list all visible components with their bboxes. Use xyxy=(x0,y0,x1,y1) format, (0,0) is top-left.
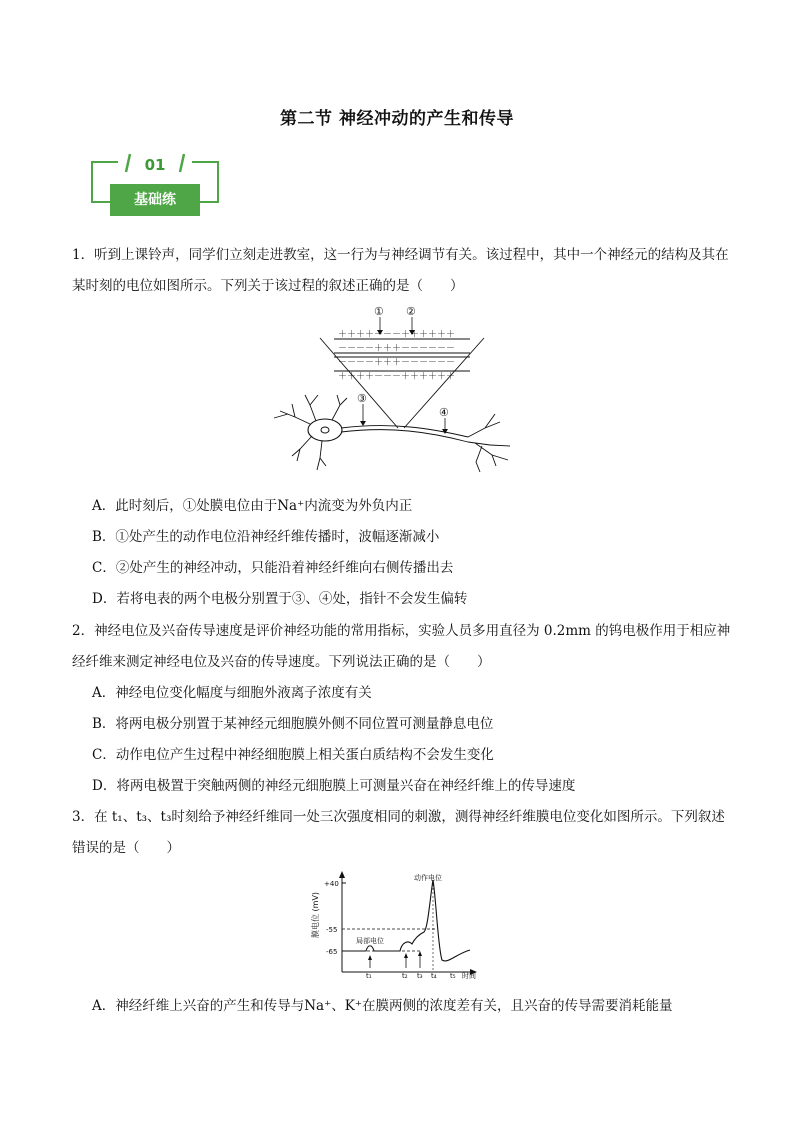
badge-number: 01 xyxy=(144,156,166,174)
q2-option-b: B．将两电极分别置于某神经元细胞膜外侧不同位置可测量静息电位 xyxy=(92,716,494,732)
q2-option-a: A．神经电位变化幅度与细胞外液离子浓度有关 xyxy=(92,685,372,701)
q3-stem: 3．在 t₁、t₃、t₃时刻给予神经纤维同一处三次强度相同的刺激，测得神经纤维膜电位变化如图所示。下列叙述错误的是（ ） xyxy=(72,809,725,856)
q2-stem: 2．神经电位及兴奋传导速度是评价神经功能的常用指标，实验人员多用直径为 0.2mm 的钨电极作用于相应神经纤维来测定神经电位及兴奋的传导速度。下列说法正确的是（ ） xyxy=(72,623,731,670)
q2-option-c: C．动作电位产生过程中神经细胞膜上相关蛋白质结构不会发生变化 xyxy=(92,747,494,763)
charge-row-top: ＋＋＋＋－－－＋＋＋＋＋＋ xyxy=(338,330,456,340)
q1-stem: 1．听到上课铃声，同学们立刻走进教室，这一行为与神经调节有关。该过程中，其中一个神经元的结构及其在某时刻的电位如图所示。下列关于该过程的叙述正确的是（ ） xyxy=(72,247,729,294)
neuron-figure xyxy=(270,300,520,482)
x-tick-t2: t₂ xyxy=(402,972,408,980)
q3-option-a: A．神经纤维上兴奋的产生和传导与Na⁺、K⁺在膜两侧的浓度差有关，且兴奋的传导需要消耗能量 xyxy=(92,998,673,1014)
section-badge xyxy=(88,150,222,220)
badge-label: 基础练 xyxy=(110,184,200,216)
label-action-potential: 动作电位 xyxy=(414,874,442,882)
label-local-potential: 局部电位 xyxy=(356,937,384,945)
x-tick-t4: t₄ xyxy=(431,972,437,980)
marker-2: ② xyxy=(406,305,416,318)
charge-row-bottom: ＋＋＋＋－－－＋＋＋＋＋＋ xyxy=(338,372,456,382)
y-tick-55: -55 xyxy=(326,926,338,934)
membrane-potential-chart xyxy=(302,868,492,980)
x-tick-t3: t₃ xyxy=(417,972,423,980)
q1-option-d: D．若将电表的两个电极分别置于③、④处，指针不会发生偏转 xyxy=(92,591,468,607)
q1-option-b: B．①处产生的动作电位沿神经纤维传播时，波幅逐渐减小 xyxy=(92,529,440,545)
y-tick-40: +40 xyxy=(324,880,339,888)
charge-row-2: －－－－＋＋＋－－－－－－ xyxy=(338,344,456,354)
x-tick-t1: t₁ xyxy=(366,972,372,980)
chart-y-label: 膜电位 (mV) xyxy=(311,891,320,938)
x-axis-label: 时间 xyxy=(462,972,476,980)
marker-3: ③ xyxy=(357,392,367,405)
q2-option-d: D．将两电极置于突触两侧的神经元细胞膜上可测量兴奋在神经纤维上的传导速度 xyxy=(92,778,576,794)
marker-4: ④ xyxy=(439,406,449,419)
charge-row-3: －－－－＋＋＋－－－－－－ xyxy=(338,358,456,368)
marker-1: ① xyxy=(374,305,384,318)
q1-option-a: A．此时刻后，①处膜电位由于Na⁺内流变为外负内正 xyxy=(92,498,413,514)
x-tick-t5: t₅ xyxy=(450,972,456,980)
section-title: 第二节 神经冲动的产生和传导 xyxy=(280,109,514,129)
y-tick-65: -65 xyxy=(326,948,338,956)
q1-option-c: C．②处产生的神经冲动，只能沿着神经纤维向右侧传播出去 xyxy=(92,560,454,576)
